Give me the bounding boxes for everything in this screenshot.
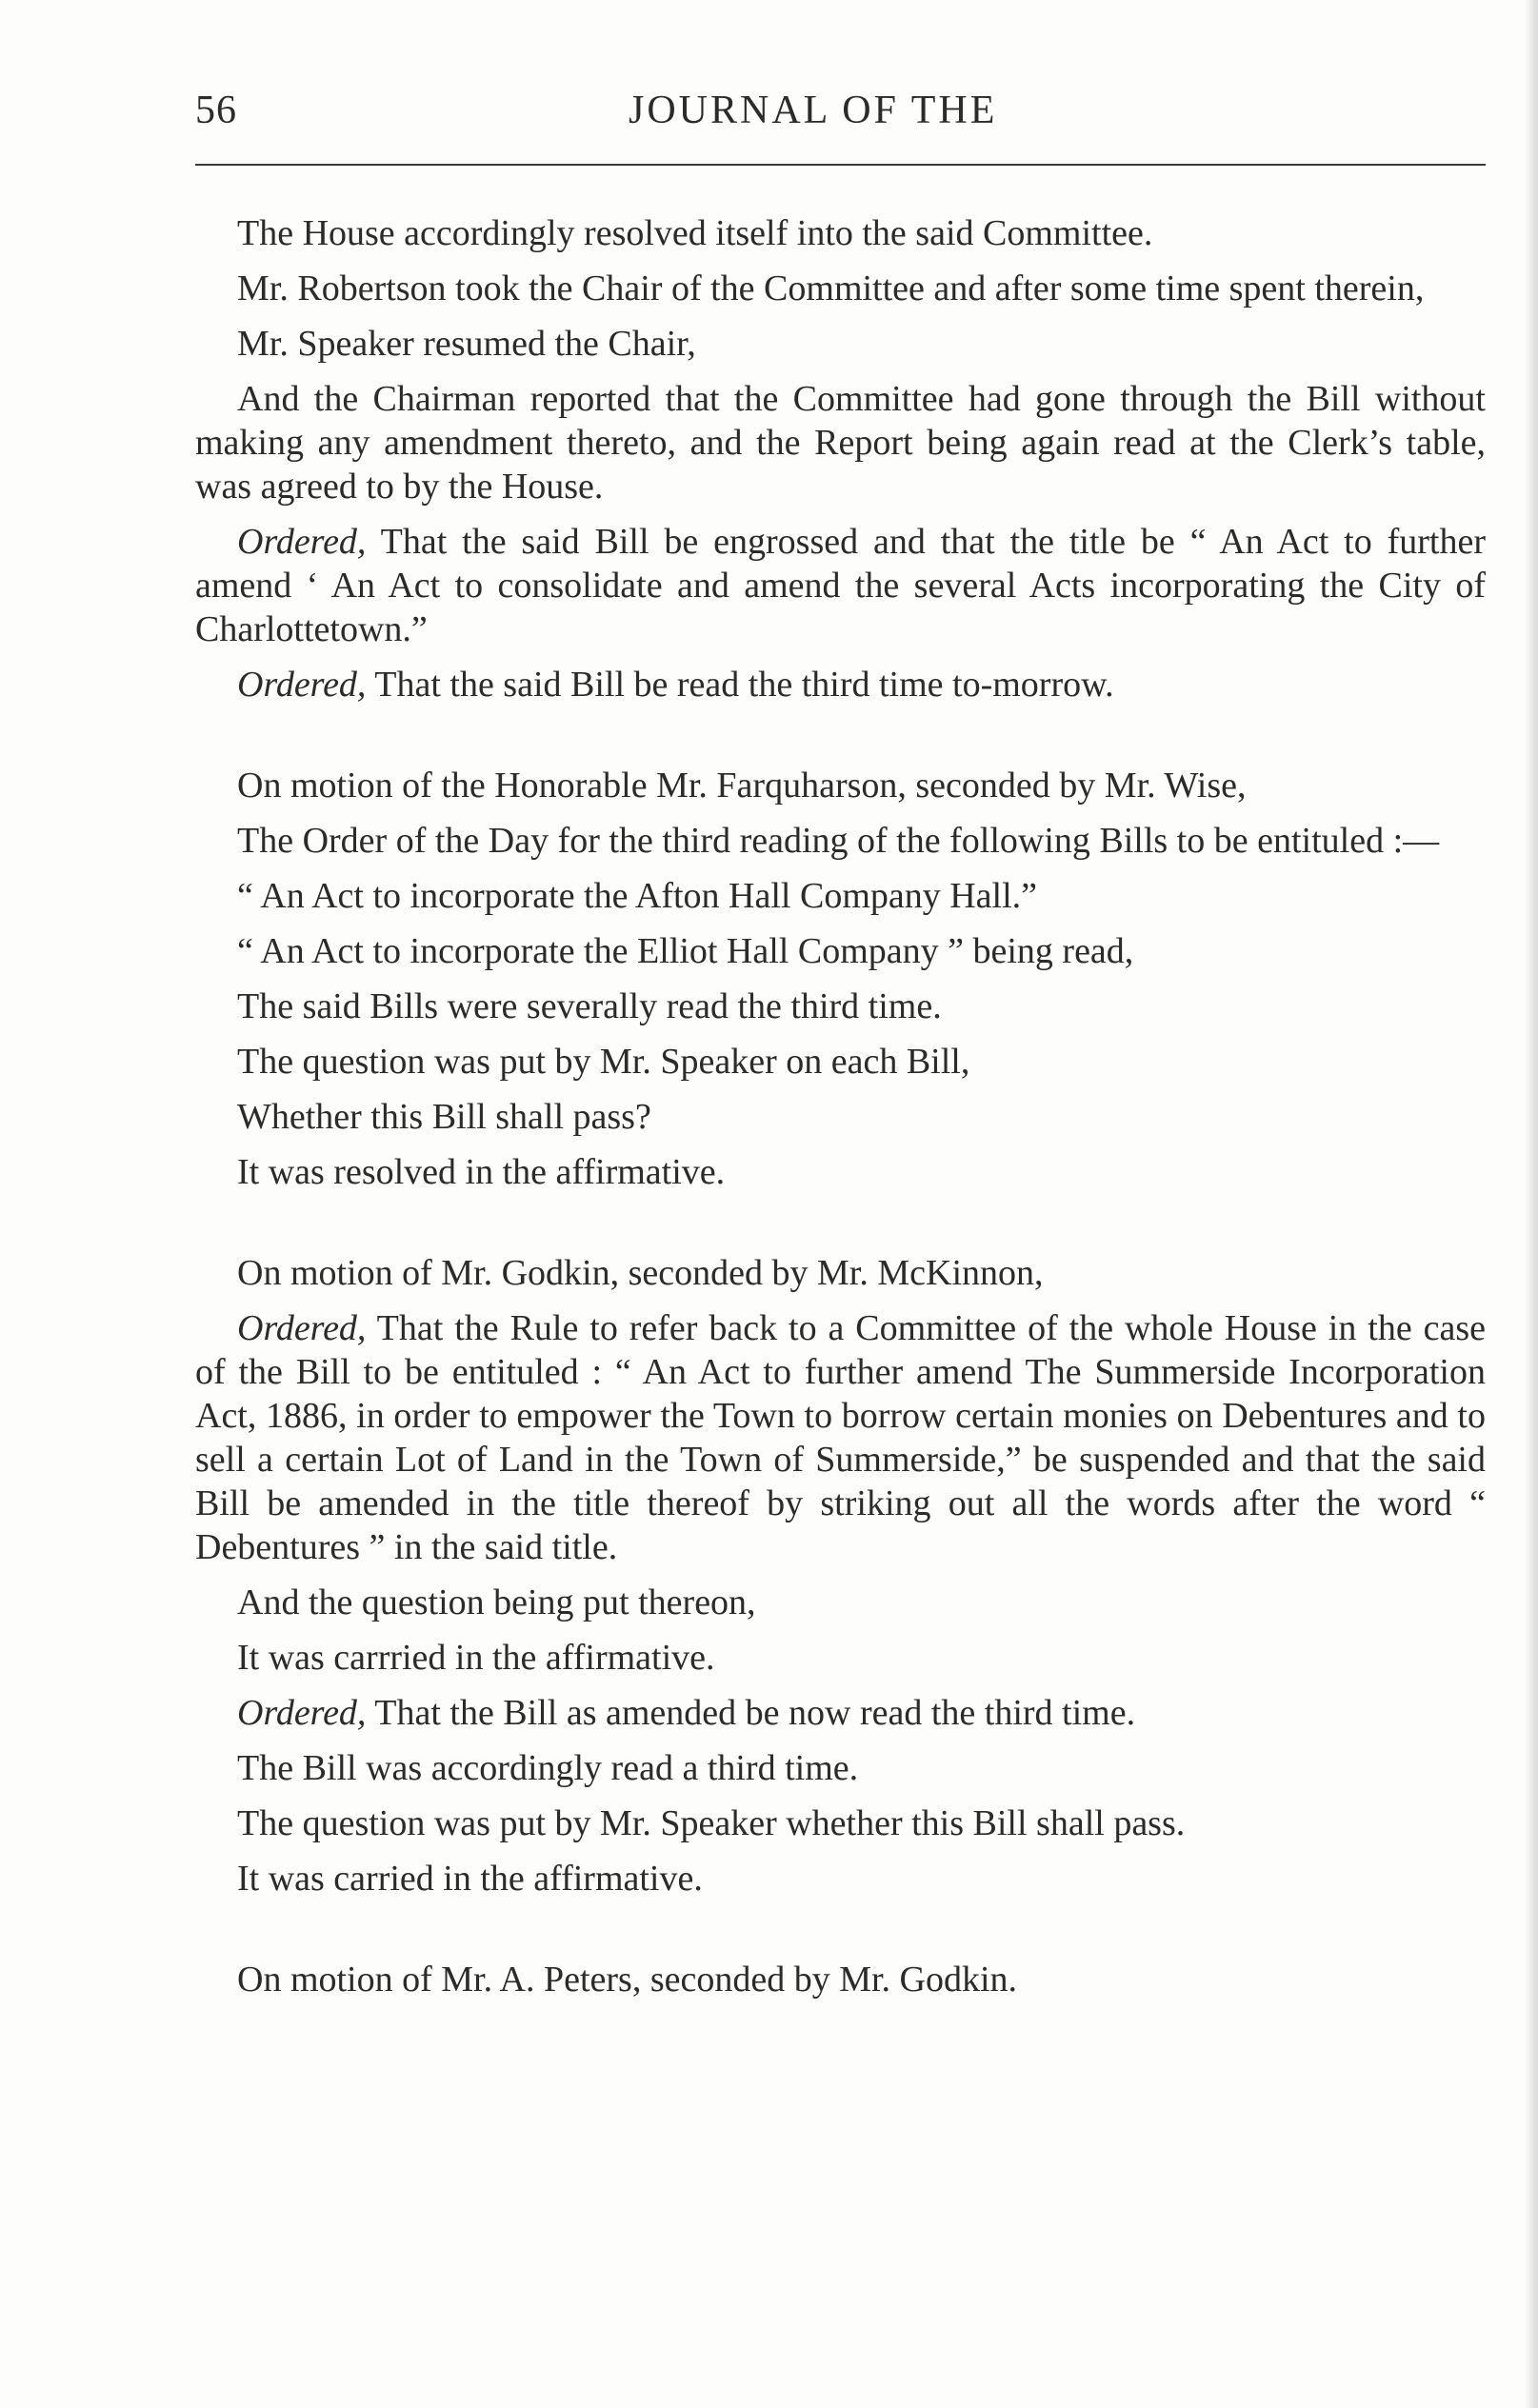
paragraph (195, 1150, 1486, 1194)
paragraph-text: The question was put by Mr. Speaker whether this Bill shall pass. (237, 1803, 1186, 1843)
paragraph (195, 1691, 1486, 1735)
paragraph-text: The said Bills were severally read the third time. (237, 986, 942, 1026)
paragraph-text: The Bill was accordingly read a third time. (237, 1748, 859, 1788)
paragraph (195, 1801, 1486, 1845)
paragraph (195, 929, 1486, 973)
paragraph-text: “ An Act to incorporate the Elliot Hall Company ” being read, (237, 931, 1134, 971)
paragraph (195, 1958, 1486, 2001)
paragraph-text: And the question being put thereon, (237, 1582, 756, 1622)
ordered-lead: Ordered, (237, 1308, 367, 1348)
paragraph (195, 819, 1486, 863)
paragraph-text: On motion of Mr. A. Peters, seconded by Mr. Godkin. (237, 1960, 1018, 2000)
paragraph (195, 985, 1486, 1028)
journal-body (195, 211, 1486, 2013)
paragraph (195, 267, 1486, 310)
paragraph (195, 1306, 1486, 1569)
paragraph-text: Mr. Speaker resumed the Chair, (237, 324, 696, 364)
paragraph (195, 211, 1486, 255)
paragraph (195, 1095, 1486, 1139)
paragraph (195, 377, 1486, 508)
paragraph-text: Mr. Robertson took the Chair of the Committee and after some time spent therein, (237, 269, 1425, 308)
header-rule (195, 164, 1486, 166)
paragraph-text: The question was put by Mr. Speaker on each Bill, (237, 1042, 970, 1082)
paragraph-text: That the Bill as amended be now read the third time. (366, 1693, 1136, 1733)
paragraph (195, 1251, 1486, 1295)
paragraph (195, 1581, 1486, 1624)
paragraph-text: On motion of Mr. Godkin, seconded by Mr. McKinnon, (237, 1253, 1044, 1293)
page-number: 56 (195, 89, 237, 132)
paragraph-text: That the Rule to refer back to a Committee of the whole House in the case of the Bill to be entituled : “ An Act to further amend The Summerside Incorporation Act, 1886, in order to empower the Town to borrow certain monies on Debentures and to sell a certain Lot of Land in the Town of Summerside,” be suspended and that the said Bill be amended in the title thereof by striking out all the words after the word “ Debentures ” in the said title. (195, 1308, 1486, 1567)
paragraph (195, 1636, 1486, 1680)
paragraph (195, 1040, 1486, 1084)
paragraph-text: It was carried in the affirmative. (237, 1859, 703, 1899)
paragraph-text: It was resolved in the affirmative. (237, 1152, 726, 1192)
paragraph-text: Whether this Bill shall pass? (237, 1097, 651, 1137)
page-edge-shadow (1525, 0, 1538, 2408)
paragraph-text: And the Chairman reported that the Committee had gone through the Bill without making any amendment thereto, and the Report being again read at the Clerk’s table, was agreed to by the House. (195, 379, 1486, 507)
ordered-lead: Ordered, (237, 665, 367, 705)
paragraph (195, 764, 1486, 807)
paragraph-text: It was carrried in the affirmative. (237, 1638, 715, 1678)
ordered-lead: Ordered, (237, 1693, 367, 1733)
ordered-lead: Ordered, (237, 522, 367, 562)
paragraph (195, 322, 1486, 366)
paragraph-text: The House accordingly resolved itself into the said Committee. (237, 213, 1153, 253)
paragraph-text: On motion of the Honorable Mr. Farquharson, seconded by Mr. Wise, (237, 766, 1247, 806)
paragraph-text: “ An Act to incorporate the Afton Hall Company Hall.” (237, 876, 1038, 916)
paragraph (195, 1857, 1486, 1901)
running-head: JOURNAL OF THE (629, 89, 998, 132)
paragraph-text: The Order of the Day for the third reading of the following Bills to be entituled :— (237, 821, 1440, 861)
paragraph-text: That the said Bill be engrossed and that the title be “ An Act to further amend ‘ An Act to consolidate and amend the several Acts incorporating the City of Charlottetown.” (195, 522, 1486, 649)
paragraph-text: That the said Bill be read the third time to-morrow. (366, 665, 1114, 705)
paragraph (195, 1746, 1486, 1790)
paragraph (195, 663, 1486, 706)
paragraph (195, 874, 1486, 918)
paragraph (195, 520, 1486, 651)
page-header (195, 88, 1486, 145)
